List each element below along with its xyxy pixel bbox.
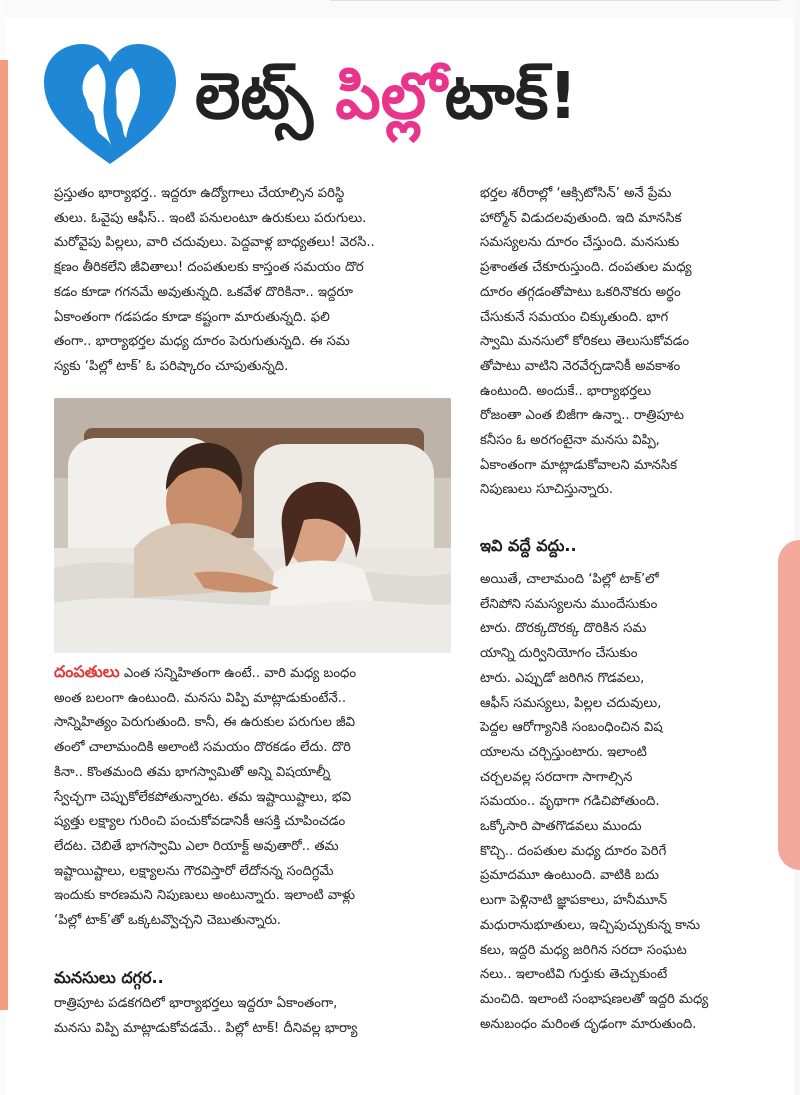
body-line: కినా.. కొంతమంది తమ భాగస్వామితో అన్ని విషయాల్నీ	[54, 764, 331, 780]
intro-line: తులు. ఓవైపు ఆఫీస్.. ఇంటి పనులంటూ ఉరుకులు పరుగులు.	[54, 210, 367, 226]
right-line: తోపాటు వాటిని నెరవేర్చడానికీ అవకాశం	[480, 358, 681, 374]
right-line: ప్రశాంతత చేకూరుస్తుంది. దంపతుల మధ్య	[480, 260, 692, 276]
body-paragraph	[54, 660, 446, 934]
section-line: లేనిపోని సమస్యలను ముందేసుకుం	[480, 596, 658, 612]
section-line: మధురానుభూతులు, ఇచ్చిపుచ్చుకున్న కాను	[480, 917, 701, 933]
heart-couple-icon	[40, 40, 180, 170]
body-line: ఇందుకు కారణమని నిపుణులు అంటున్నారు. ఇలాంటి వాళ్లు	[54, 888, 355, 904]
body-line: లేదట. చెబితే భాగస్వామి ఎలా రియాక్ట్ అవుతారో.. తమ	[54, 838, 339, 854]
section-line: యాలను చర్చిస్తుంటారు. ఇలాంటి	[480, 744, 647, 760]
right-line: నిపుణులు సూచిస్తున్నారు.	[480, 482, 614, 498]
section-heading: మనసులు దగ్గర..	[54, 968, 164, 987]
intro-line: మరోవైపు పిల్లలు, వారి చదువులు. పెద్దవాళ్ల బాధ్యతలు! వెరసి..	[54, 235, 375, 251]
right-line: హార్మోన్ విడుదలవుతుంది. ఇది మానసిక	[480, 210, 682, 226]
section-line: యాన్ని దుర్వినియోగం చేసుకుం	[480, 646, 638, 662]
section-line: చర్చలవల్ల సరదాగా సాగాల్సిన	[480, 769, 633, 785]
section-line: మనసు విప్పి మాట్లాడుకోవడమే.. పిల్లో టాక్! దీనివల్ల భార్యా	[54, 1020, 358, 1036]
intro-line: తంగా.. భార్యాభర్తల మధ్య దూరం పెరుగుతున్నది. ఈ సమ	[54, 334, 350, 350]
body-line: ‘పిల్లో టాక్’తో ఒక్కటవ్వొచ్చని చెబుతున్నారు.	[54, 913, 281, 929]
section-line: సమయం.. వృథాగా గడిచిపోతుంది.	[480, 794, 660, 810]
top-rule	[330, 0, 780, 1]
body-line: సాన్నిహిత్యం పెరుగుతుంది. కానీ, ఈ ఉరుకుల పరుగుల జీవి	[54, 715, 356, 731]
section-line: పెద్దల ఆరోగ్యానికి సంబంధించిన విష	[480, 720, 663, 736]
section-paragraph	[54, 992, 446, 1041]
body-line-text: ఎంత సన్నిహితంగా ఉంటే.. వారి మధ్య బంధం	[119, 666, 357, 681]
right-paragraph	[480, 182, 772, 503]
section-line: నలు.. ఇలాంటివి గుర్తుకు తెచ్చుకుంటే	[480, 967, 668, 983]
body-line: అంత బలంగా ఉంటుంది. మనసు విప్పి మాట్లాడుకుంటేనే..	[54, 690, 347, 706]
title-part-1: లెట్స్	[195, 60, 313, 134]
body-line: ఇష్టాయిష్టాలు, లక్ష్యాలను గౌరవిస్తారో లేదోనన్న సందిగ్ధమే	[54, 863, 334, 879]
intro-line: కడం కూడా గగనమే అవుతున్నది. ఒకవేళ దొరికినా.. ఇద్దరూ	[54, 284, 353, 300]
body-line: ష్యత్తు లక్ష్యాల గురించి పంచుకోవడానికీ ఆసక్తి చూపించడం	[54, 814, 346, 830]
section-line: కొచ్చి.. దంపతుల మధ్య దూరం పెరిగే	[480, 843, 667, 859]
section-line: అయితే, చాలామంది ‘పిల్లో టాక్’లో	[480, 572, 659, 587]
right-line: భర్తల శరీరాల్లో ‘ఆక్సిటోసిన్’ అనే ప్రేమ	[480, 186, 672, 201]
section-line: ఒక్కోసారి పాతగొడవలు ముందు	[480, 819, 642, 835]
couple-in-bed-photo	[54, 398, 451, 653]
right-line: చేసుకునే సమయం చిక్కుతుంది. భాగ	[480, 309, 669, 325]
section-heading: ఇవి వద్దే వద్దు..	[480, 536, 577, 555]
section-line: లుగా పెళ్లినాటి జ్ఞాపకాలు, హనీమూన్	[480, 893, 668, 909]
right-line: ఉంటుంది. అందుకే.. భార్యాభర్తలు	[480, 383, 652, 399]
body-line: స్వేచ్ఛగా చెప్పుకోలేకపోతున్నారట. తమ ఇష్టాయిష్టాలు, భవి	[54, 789, 352, 805]
section-line: టారు. ఎప్పుడో జరిగిన గొడవలు,	[480, 670, 645, 686]
intro-line: ప్రస్తుతం భార్యాభర్త.. ఇద్దరూ ఉద్యోగాలు చేయాల్సిన పరిస్థి	[54, 186, 345, 201]
lead-word: దంపతులు	[54, 662, 120, 681]
right-line: రోజంతా ఎంత బిజీగా ఉన్నా.. రాత్రిపూట	[480, 408, 684, 424]
body-line: తంలో చాలామందికి అలాంటి సమయం దొరకడం లేదు. దొరి	[54, 740, 351, 756]
section-line: ప్రమాదమూ ఉంటుంది. వాటికి బదు	[480, 868, 659, 884]
title-part-2: పిల్లో	[335, 60, 445, 134]
intro-line: స్యకు ‘పిల్లో టాక్’ ఓ పరిష్కారం చూపుతున్నది.	[54, 358, 289, 374]
title-part-3: టాక్!	[444, 60, 578, 134]
section-line: ఆఫీస్ సమస్యలు, పిల్లల చదువులు,	[480, 695, 662, 711]
right-line: ఏకాంతంగా మాట్లాడుకోవాలని మానసిక	[480, 457, 678, 473]
right-line: సమస్యలను దూరం చేస్తుంది. మనసుకు	[480, 235, 680, 251]
section-line: మంచిది. ఇలాంటి సంభాషణలతో ఇద్దరి మధ్య	[480, 991, 709, 1007]
section-paragraph	[480, 568, 772, 1037]
section-line: టారు. దొరక్కదొరక్క దొరికిన సమ	[480, 621, 647, 637]
section-line: అనుబంధం మరింత దృఢంగా మారుతుంది.	[480, 1016, 697, 1032]
right-accent-tab	[778, 540, 800, 870]
right-line: స్వామి మనసులో కోరికలు తెలుసుకోవడం	[480, 334, 690, 350]
section-line: కలు, ఇద్దరి మధ్య జరిగిన సరదా సంఘట	[480, 942, 687, 958]
section-line: రాత్రిపూట పడకగదిలో భార్యాభర్తలు ఇద్దరూ ఏకాంతంగా,	[54, 996, 338, 1011]
right-line: కనీసం ఓ అరగంటైనా మనసు విప్పి,	[480, 433, 660, 449]
page-title	[195, 42, 795, 152]
right-line: దూరం తగ్గడంతోపాటు ఒకరినొకరు అర్థం	[480, 284, 681, 300]
intro-line: ఏకాంతంగా గడపడం కూడా కష్టంగా మారుతున్నది. ఫలి	[54, 309, 330, 325]
left-accent-bar	[0, 60, 8, 1010]
body-line	[54, 660, 446, 687]
intro-line: క్షణం తీరికలేని జీవితాలు! దంపతులకు కాస్తంత సమయం దొర	[54, 260, 364, 276]
top-strip	[0, 0, 800, 18]
intro-paragraph	[54, 182, 446, 380]
